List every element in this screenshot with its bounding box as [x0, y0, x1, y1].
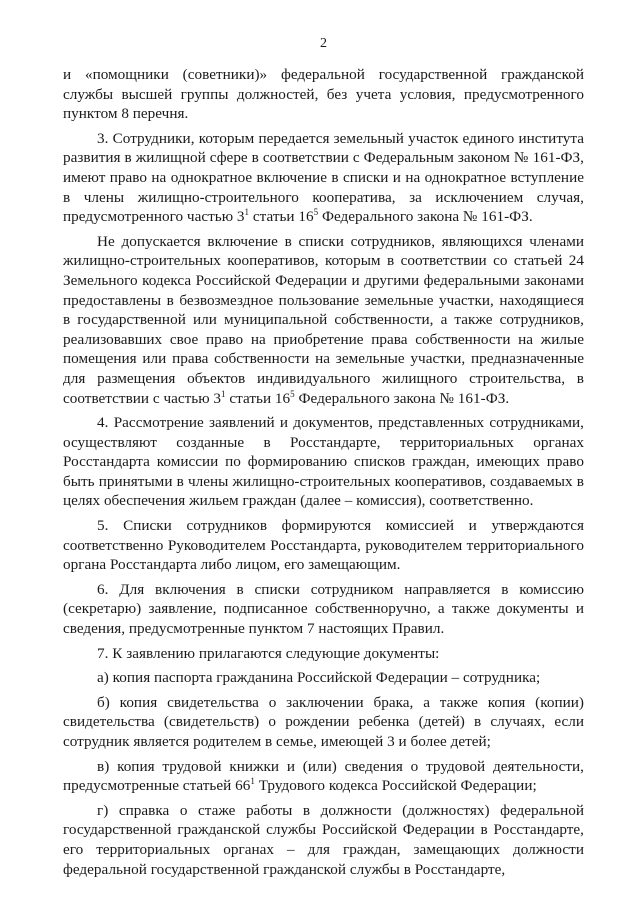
paragraph-p-not-allowed [63, 232, 584, 408]
text-run: Федерального закона № 161-ФЗ. [318, 208, 533, 226]
superscript: 1 [244, 207, 250, 218]
paragraph-p-cont [63, 65, 584, 124]
page-number: 2 [320, 36, 327, 51]
text-run: Федерального закона № 161-ФЗ. [294, 389, 510, 407]
document-body [63, 65, 584, 879]
superscript: 1 [221, 388, 226, 399]
text-run: а) копия паспорта гражданина Российской Федерации – сотрудника; [97, 669, 541, 687]
text-run: 5. Списки сотрудников формируются комиссией и утверждаются соответственно Руководителем Росстандарта, руководителем территориального органа Росстандарта либо лицом, его замещающим. [63, 517, 584, 574]
paragraph-p-4 [63, 413, 584, 511]
paragraph-p-7g [63, 801, 584, 879]
text-run: Трудового кодекса Российской Федерации; [254, 777, 537, 795]
text-run: Не допускается включение в списки сотрудников, являющихся членами жилищно-строительных кооперативов, которым в соответствии со статьей 24 Земельного кодекса Российской Федерации и другими федеральными законами предоставлены в безвозмездное пользование земельные участки, находящиеся в государственной или муниципальной собственности, а также сотрудников, реализовавших свое право на приобретение права собственности на жилые помещения или права собственности на земельные участки, предназначенные для размещения объектов индивидуального жилищного строительства, в соответствии с частью 3 [63, 232, 584, 407]
text-run: 7. К заявлению прилагаются следующие документы: [97, 644, 440, 662]
text-run: г) справка о стаже работы в должности (должностях) федеральной государственной гражданской службы Российской Федерации в Росстандарте, его территориальных органах – для граждан, замещающих должности федеральной государственной гражданской службы в Росстандарте, [63, 801, 584, 878]
text-run: б) копия свидетельства о заключении брака, а также копия (копии) свидетельства (свидетельств) о рождении ребенка (детей) в случаях, если сотрудник является родителем в семье, имеющей 3 и более детей; [63, 693, 584, 750]
paragraph-p-5 [63, 516, 584, 575]
paragraph-p-7 [63, 644, 584, 664]
text-run: статьи 16 [249, 208, 314, 226]
paragraph-p-7b [63, 693, 584, 752]
superscript: 5 [313, 207, 319, 218]
text-run: 3. Сотрудники, которым передается земельный участок единого института развития в жилищной сфере в соответствии с Федеральным законом № 161-ФЗ, имеют право на однократное включение в списки и на однократное вступление в члены жилищно-строительного кооператива, за исключением случая, предусмотренного частью 3 [63, 129, 584, 226]
paragraph-p-7a [63, 668, 584, 688]
superscript: 5 [290, 388, 295, 399]
text-run: и «помощники (советники)» федеральной государственной гражданской службы высшей группы должностей, без учета условия, предусмотренного пунктом 8 перечня. [63, 66, 584, 123]
text-run: в) копия трудовой книжки и (или) сведения о трудовой деятельности, предусмотренные статьей 66 [63, 757, 584, 795]
text-run: статьи 16 [225, 389, 291, 407]
superscript: 1 [250, 776, 255, 787]
text-run: 6. Для включения в списки сотрудником направляется в комиссию (секретарю) заявление, подписанное собственноручно, а также документы и сведения, предусмотренные пунктом 7 настоящих Правил. [63, 580, 584, 638]
paragraph-p-3 [63, 129, 584, 227]
paragraph-p-7v [63, 757, 584, 796]
text-run: 4. Рассмотрение заявлений и документов, представленных сотрудниками, осуществляют созданные в Росстандарте, территориальных органах Росстандарта комиссии по формированию списков граждан, имеющих право быть принятыми в члены жилищно-строительных кооперативов, создаваемых в целях обеспечения жильем граждан (далее – комиссия), соответственно. [63, 414, 584, 510]
paragraph-p-6 [63, 580, 584, 639]
